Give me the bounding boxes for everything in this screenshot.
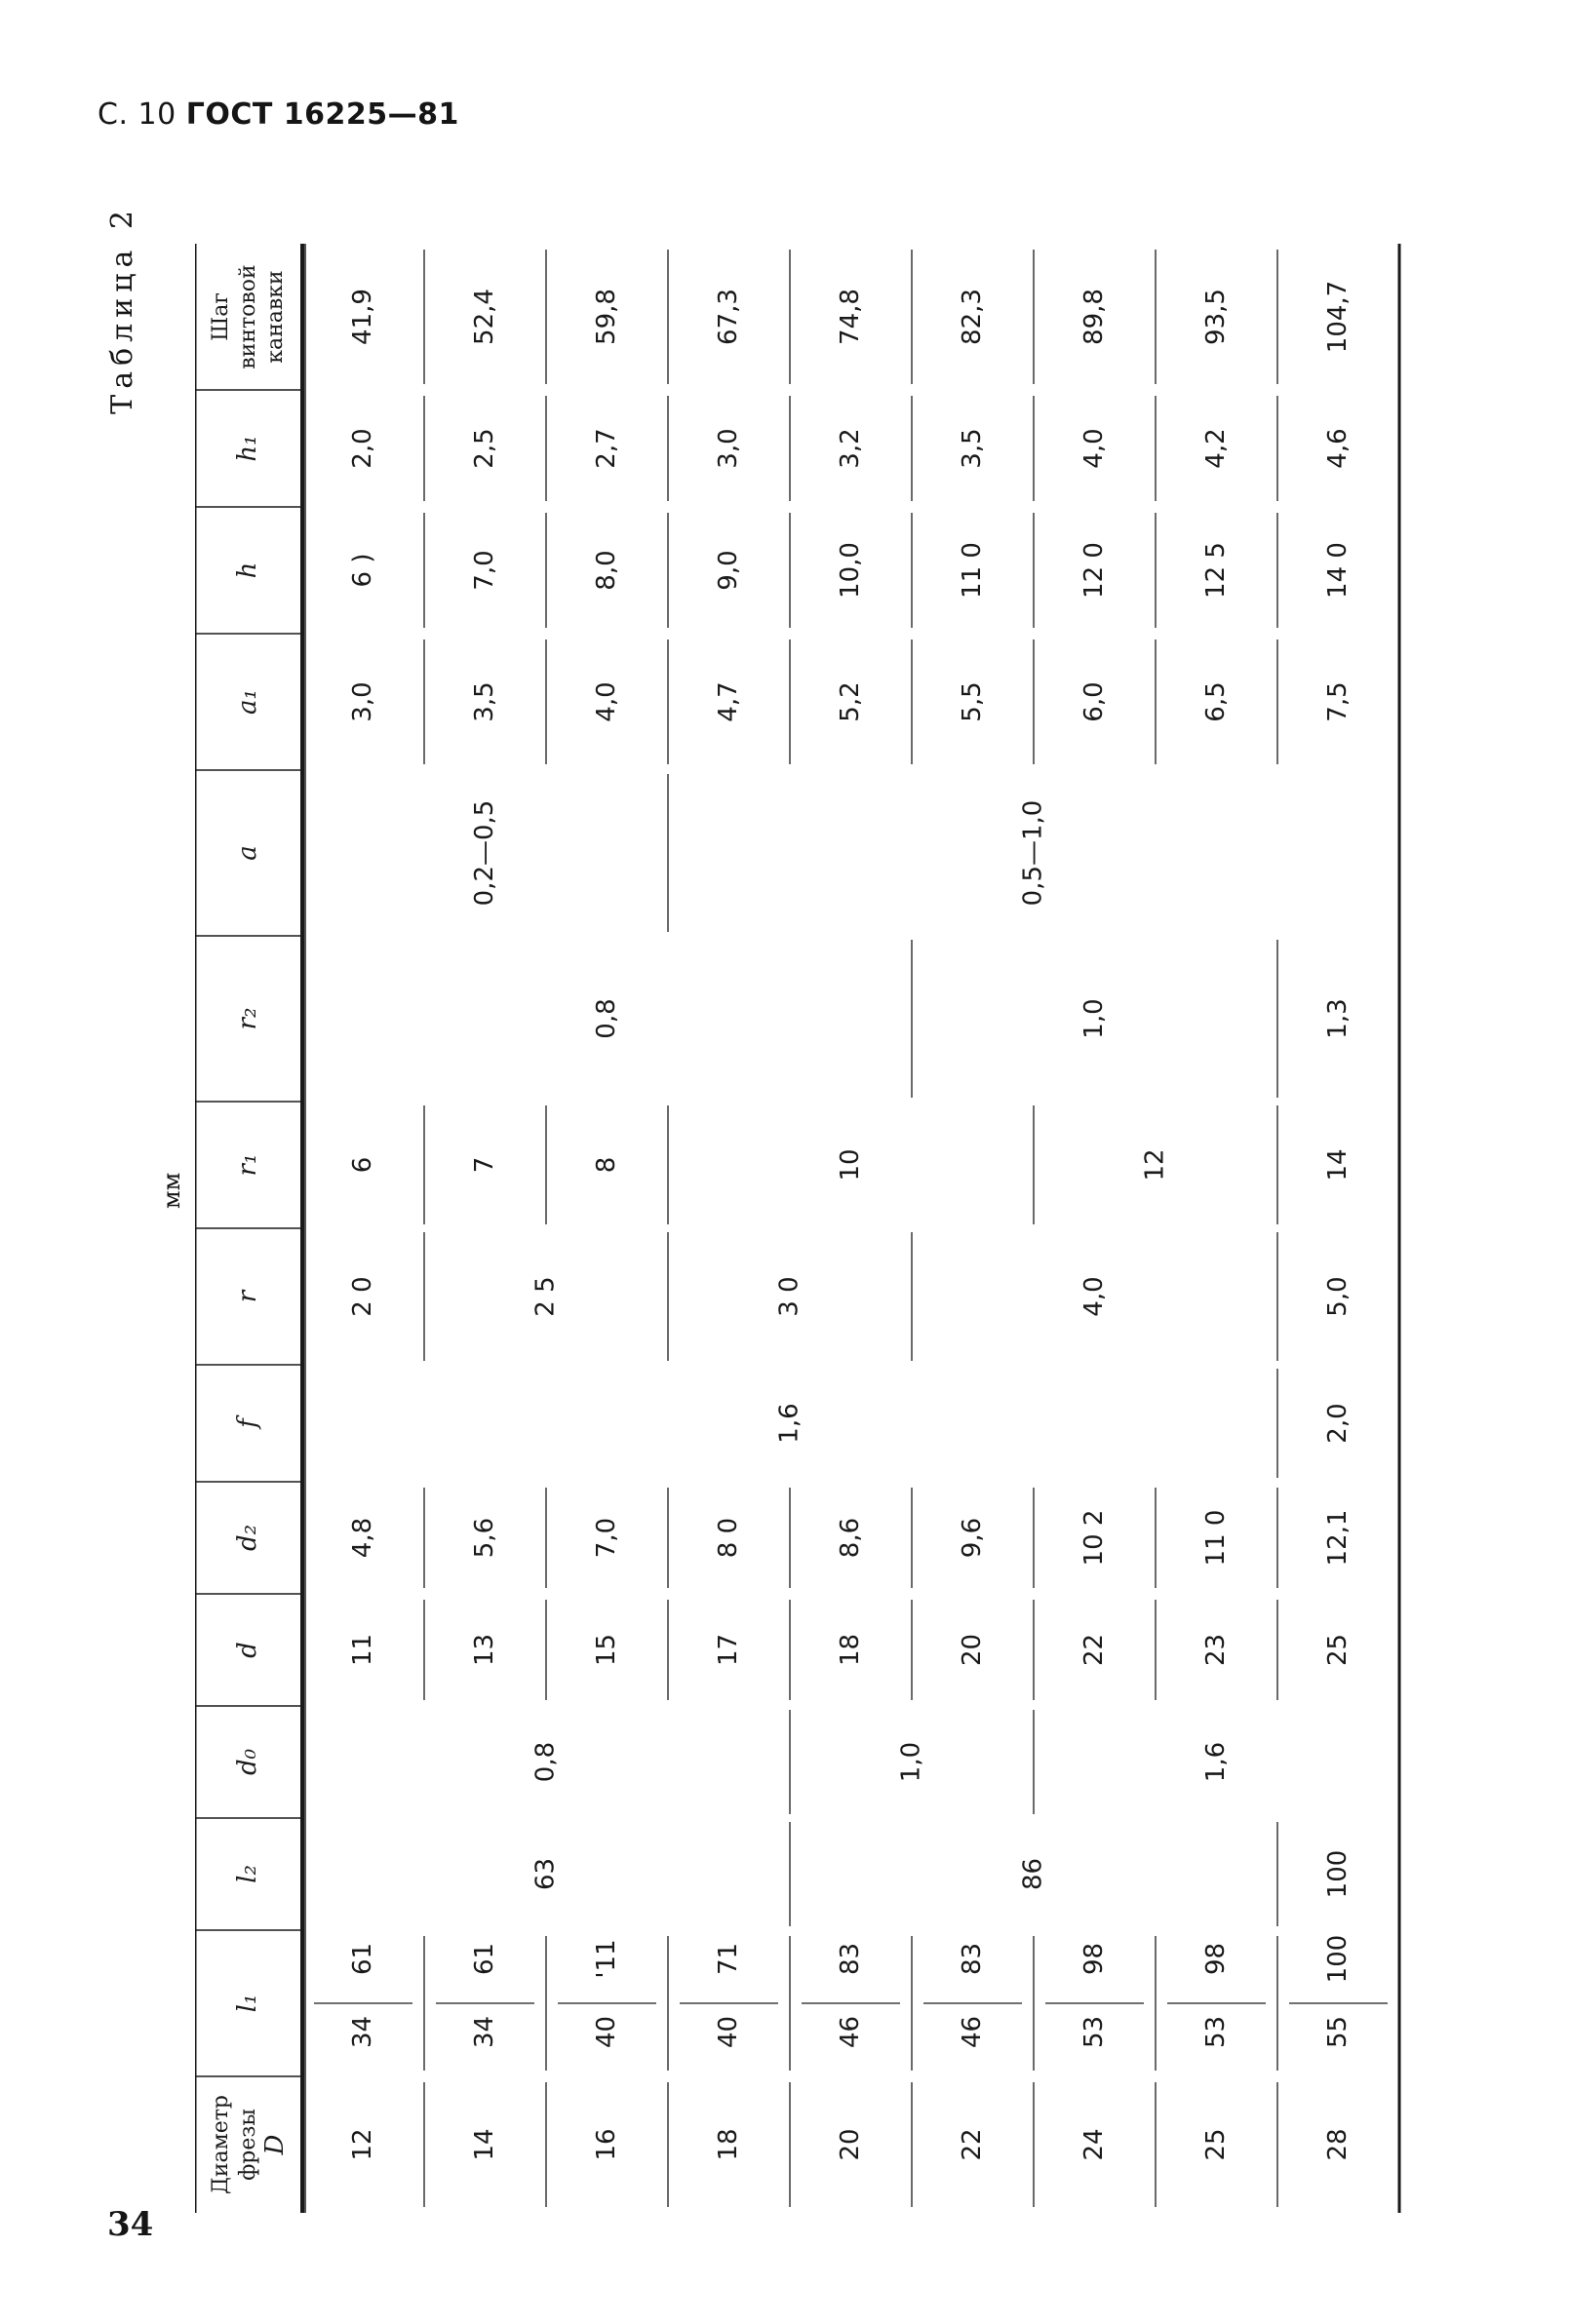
cell-h: 12 0 [1079,542,1109,599]
cell-D: 12 [348,2128,377,2161]
cell-l1-short: 53 [1079,2015,1109,2049]
cell-l1-long: 71 [714,1942,743,1976]
merged-cell-a: 0,2—0,5 [470,799,499,907]
cell-d2: 10 2 [1079,1509,1109,1567]
merged-cell-f: 2,0 [1323,1403,1353,1444]
cell-d: 23 [1201,1633,1231,1667]
cell-d2: 8,6 [836,1517,865,1559]
cell-l1-long: '11 [592,1939,621,1979]
cell-h: 8,0 [592,550,621,591]
cell-a1: 4,0 [592,681,621,722]
cell-l1-short: 34 [470,2015,499,2049]
column-header-d0: d₀ [233,1748,262,1776]
column-header-d2: d₂ [233,1524,262,1552]
cell-pitch: 74,8 [836,289,865,345]
header-standard: ГОСТ 16225—81 [185,97,459,132]
merged-cell-r: 4,0 [1079,1276,1109,1317]
cell-pitch: 41,9 [348,289,377,345]
cell-pitch: 104,7 [1323,280,1353,354]
cell-d: 25 [1323,1633,1353,1667]
column-header-D: D [260,2134,290,2155]
cell-h: 6 ) [348,553,377,588]
cell-a1: 4,7 [714,681,743,722]
merged-cell-r2: 1,3 [1323,998,1353,1039]
cell-d: 18 [836,1633,865,1667]
merged-cell-l2: 86 [1018,1857,1048,1891]
cell-h1: 4,6 [1323,428,1353,469]
cell-d2: 8 0 [714,1517,743,1559]
cell-h1: 4,2 [1201,428,1231,469]
cell-a1: 7,5 [1323,681,1353,722]
cell-d: 17 [714,1633,743,1667]
cell-D: 20 [836,2128,865,2161]
merged-cell-r1: 7 [470,1156,499,1174]
column-header-pitch: винтовой [236,264,260,369]
cell-d: 15 [592,1633,621,1667]
column-header-pitch: канавки [263,270,288,364]
cell-a1: 6,5 [1201,681,1231,722]
column-header-r1: r₁ [233,1153,262,1177]
cell-d2: 4,8 [348,1517,377,1559]
cell-l1-long: 98 [1079,1942,1109,1976]
cell-l1-short: 46 [958,2015,987,2049]
cell-a1: 3,5 [470,681,499,722]
cell-d2: 5,6 [470,1517,499,1559]
column-header-a: a [233,845,262,861]
cell-l1-long: 61 [348,1942,377,1976]
cell-d2: 12,1 [1323,1509,1353,1567]
merged-cell-r: 5,0 [1323,1276,1353,1317]
cell-l1-long: 100 [1323,1934,1353,1984]
cell-a1: 5,2 [836,681,865,722]
page-number: 34 [107,2205,154,2244]
cell-h: 11 0 [958,542,987,599]
column-header-pitch: Шаг [209,292,233,341]
column-header-h: h [233,562,262,579]
cell-d2: 11 0 [1201,1509,1231,1567]
cell-l1-short: 46 [836,2015,865,2049]
cell-a1: 6,0 [1079,681,1109,722]
column-header-h1: h₁ [233,435,262,462]
merged-cell-r: 3 0 [774,1276,804,1317]
table-caption: Таблица 2 [105,205,139,414]
cell-D: 25 [1201,2128,1231,2161]
cell-h: 9,0 [714,550,743,591]
column-header-d: d [233,1642,262,1658]
merged-cell-f: 1,6 [774,1403,804,1444]
cell-D: 18 [714,2128,743,2161]
page-header [98,97,459,132]
cell-D: 16 [592,2128,621,2161]
table-grid [195,244,1403,2213]
cell-d: 20 [958,1633,987,1667]
cell-l1-long: 83 [836,1942,865,1976]
cell-h: 14 0 [1323,542,1353,599]
cell-D: 28 [1323,2128,1353,2161]
cell-h1: 3,2 [836,428,865,469]
column-header-a1: a₁ [233,689,262,715]
cell-d2: 7,0 [592,1517,621,1559]
merged-cell-l2: 63 [530,1857,561,1891]
column-header-l1: l₁ [233,1994,262,2013]
merged-cell-r1: 14 [1323,1148,1353,1181]
merged-cell-r1: 6 [348,1156,377,1174]
column-header-l2: l₂ [233,1865,262,1883]
data-table [195,244,1403,2213]
merged-cell-d0: 1,6 [1201,1741,1231,1783]
cell-l1-short: 40 [714,2015,743,2049]
cell-l1-short: 40 [592,2015,621,2049]
cell-h1: 3,0 [714,428,743,469]
column-header-r2: r₂ [233,1007,262,1030]
cell-l1-short: 53 [1201,2015,1231,2049]
cell-l1-short: 34 [348,2015,377,2049]
cell-l1-long: 98 [1201,1942,1231,1976]
merged-cell-a: 0,5—1,0 [1018,799,1048,907]
cell-pitch: 52,4 [470,289,499,345]
cell-l1-short: 55 [1323,2015,1353,2049]
table-units: мм [158,1172,185,1209]
header-page-ref: С. 10 [98,97,177,132]
cell-pitch: 67,3 [714,289,743,345]
merged-cell-l2: 100 [1323,1849,1353,1899]
cell-d: 13 [470,1633,499,1667]
cell-h1: 4,0 [1079,428,1109,469]
column-header-r: r [233,1290,262,1303]
rotated-table-block [98,205,1471,2213]
cell-l1-long: 61 [470,1942,499,1976]
cell-pitch: 59,8 [592,289,621,345]
cell-pitch: 93,5 [1201,289,1231,345]
cell-h1: 3,5 [958,428,987,469]
cell-h1: 2,7 [592,428,621,469]
column-header-D: Диаметр [209,2094,233,2195]
cell-pitch: 82,3 [958,289,987,345]
cell-h1: 2,5 [470,428,499,469]
merged-cell-d0: 1,0 [896,1741,926,1783]
cell-pitch: 89,8 [1079,289,1109,345]
merged-cell-r2: 0,8 [592,998,621,1039]
cell-d: 11 [348,1633,377,1667]
cell-h: 10,0 [836,542,865,599]
cell-D: 24 [1079,2128,1109,2161]
cell-D: 14 [470,2128,499,2161]
merged-cell-r: 2 0 [348,1276,377,1317]
cell-a1: 5,5 [958,681,987,722]
merged-cell-d0: 0,8 [530,1741,561,1783]
merged-cell-r: 2 5 [530,1276,561,1317]
cell-h: 12 5 [1201,542,1231,599]
column-header-f: f [233,1418,262,1428]
cell-a1: 3,0 [348,681,377,722]
merged-cell-r1: 10 [836,1148,865,1181]
merged-cell-r2: 1,0 [1079,998,1109,1039]
cell-d: 22 [1079,1633,1109,1667]
merged-cell-r1: 8 [592,1156,621,1174]
cell-h: 7,0 [470,550,499,591]
column-header-D: фрезы [236,2109,260,2181]
cell-h1: 2,0 [348,428,377,469]
cell-d2: 9,6 [958,1517,987,1559]
cell-D: 22 [958,2128,987,2161]
merged-cell-r1: 12 [1140,1148,1170,1181]
cell-l1-long: 83 [958,1942,987,1976]
